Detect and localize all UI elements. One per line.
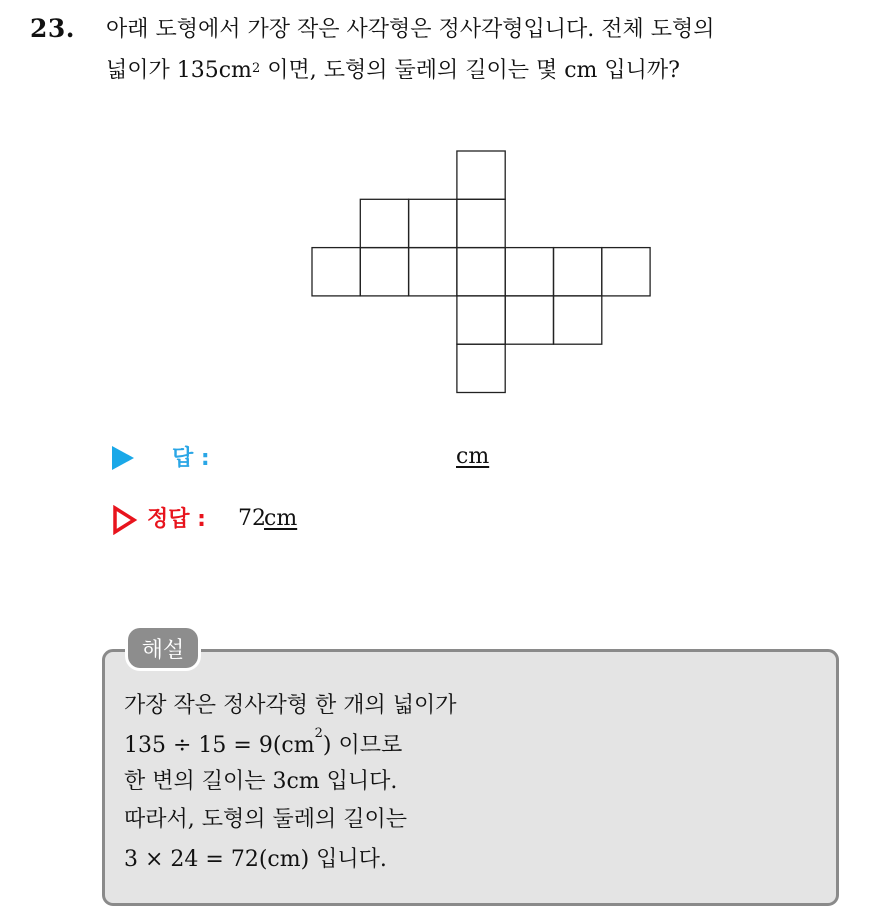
grid-square — [409, 248, 457, 296]
explanation-calc: 135 ÷ 15 = 9(cm — [124, 733, 315, 758]
answer-unit: cm — [456, 444, 490, 469]
grid-square — [457, 151, 505, 199]
explanation-line-3: 한 변의 길이는 3cm 입니다. — [124, 769, 398, 794]
grid-square — [312, 248, 360, 296]
explanation-line-1: 가장 작은 정사각형 한 개의 넓이가 — [124, 693, 457, 718]
grid-square — [505, 248, 553, 296]
answer-label: 답 : — [172, 446, 210, 471]
superscript-2: 2 — [314, 726, 323, 741]
play-arrow-icon — [112, 446, 134, 470]
grid-square — [457, 248, 505, 296]
outline-triangle-icon — [112, 505, 138, 535]
explanation-tag: 해설 — [128, 628, 198, 668]
grid-square — [554, 248, 602, 296]
grid-square — [360, 248, 408, 296]
grid-square — [505, 296, 553, 344]
correct-answer-label: 정답 : — [147, 507, 206, 532]
correct-answer-unit: cm — [264, 506, 298, 531]
grid-square — [554, 296, 602, 344]
explanation-line-4: 따라서, 도형의 둘레의 길이는 — [124, 807, 407, 832]
question-text-rest: 이면, 도형의 둘레의 길이는 몇 cm 입니까? — [260, 58, 680, 83]
grid-square — [457, 344, 505, 392]
question-area-text: 넓이가 135cm — [106, 58, 252, 83]
grid-square — [457, 199, 505, 247]
explanation-line-2 — [124, 728, 402, 759]
grid-square — [457, 296, 505, 344]
grid-square — [360, 199, 408, 247]
grid-square — [409, 199, 457, 247]
superscript-2: 2 — [251, 61, 261, 76]
explanation-calc-rest: ) 이므로 — [322, 733, 403, 758]
explanation-line-5: 3 × 24 = 72(cm) 입니다. — [124, 847, 387, 872]
question-number: 23. — [30, 14, 75, 43]
question-text-line-1: 아래 도형에서 가장 작은 사각형은 정사각형입니다. 전체 도형의 — [106, 17, 715, 42]
grid-square — [602, 248, 650, 296]
correct-answer-value: 72 — [238, 506, 266, 531]
